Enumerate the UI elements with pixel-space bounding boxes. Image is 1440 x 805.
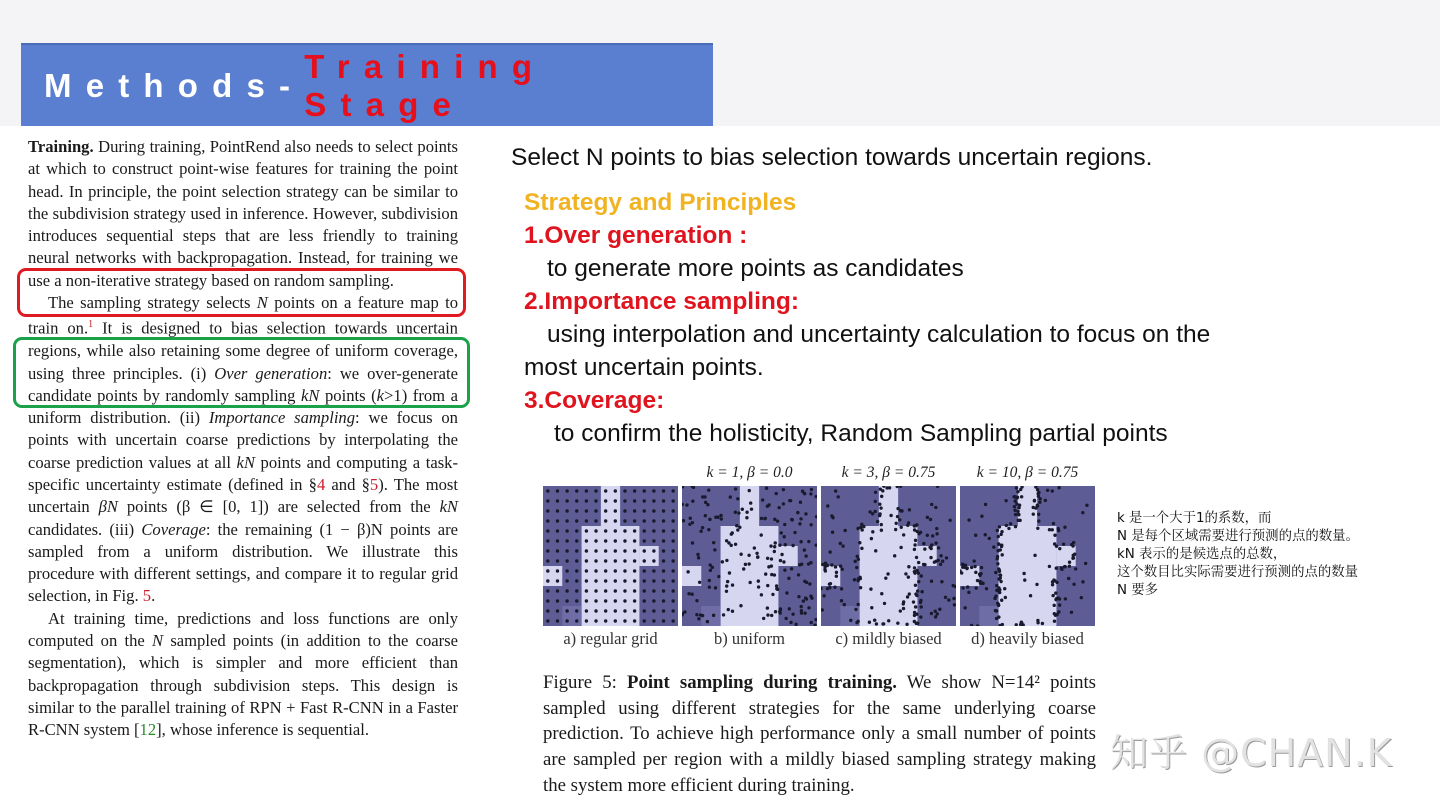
paper-paragraph-3: At training time, predictions and loss functions are only computed on the N sampled points (in addition to the coarse segmentation), which is simpler and more efficient than backpropagation through subdivision steps. This design is similar to the parallel training of RPN + Fast R-CNN in a Faster R-CNN system [12], whose inference is sequential. bbox=[28, 608, 458, 740]
principles-heading: Strategy and Principles bbox=[524, 189, 797, 216]
principle-1-desc: to generate more points as candidates bbox=[547, 255, 964, 282]
figure-5 bbox=[543, 462, 1096, 649]
slide-title bbox=[21, 43, 713, 126]
principle-3-desc: to confirm the holisticity, Random Sampling partial points bbox=[554, 420, 1168, 447]
footnote-ref[interactable]: 1 bbox=[88, 319, 94, 331]
figure-caption: Figure 5: Point sampling during training. We show N=14² points sampled using different strategies for the same underlying coarse prediction. To achieve high performance only a small number of points are sampled per region with a mildly biased sampling strategy making the system more efficient during training. bbox=[543, 672, 1096, 796]
principles-list bbox=[524, 186, 1210, 450]
panel-regular-grid bbox=[543, 486, 678, 626]
section-ref-5[interactable]: 5 bbox=[369, 474, 379, 494]
panel-mildly-biased bbox=[821, 486, 956, 626]
label-a: a) regular grid bbox=[563, 629, 658, 648]
paper-excerpt bbox=[28, 136, 458, 742]
highlight-box-green bbox=[13, 337, 470, 408]
section-ref-4[interactable]: 4 bbox=[316, 474, 326, 494]
figure-params bbox=[543, 462, 1096, 486]
figure-ref-5[interactable]: 5 bbox=[142, 586, 152, 606]
watermark: 知乎 @CHAN.K bbox=[1110, 731, 1393, 775]
title-methods: Methods- bbox=[44, 66, 305, 104]
param-mild: k = 3, β = 0.75 bbox=[841, 464, 936, 481]
figure-panels bbox=[543, 486, 1096, 626]
principle-2-desc-cont: most uncertain points. bbox=[524, 354, 764, 381]
label-c: c) mildly biased bbox=[835, 629, 942, 648]
highlight-box-red bbox=[17, 268, 466, 317]
figure-labels bbox=[543, 629, 1096, 649]
paper-paragraph-1: Training. During training, PointRend also needs to select points at which to construct point-wise features for training the point head. In principle, the point selection strategy can be similar to the subdivision strategy used in inference. However, subdivision introduces sequential steps that are less friendly to training neural networks with backpropagation. Instead, for training we use a non-iterative strategy based on random sampling. bbox=[28, 137, 458, 290]
paper-paragraph-2: The sampling strategy selects N points on a feature map to train on.$^1$ It is designed to bias selection towards uncertain regions, while also retaining some degree of uniform coverage, using three principles. (i) Over generation: we over-generate candidate points by randomly sampling kN points (k>1) from a uniform distribution. (ii) Importance sampling: we focus on points with uncertain coarse predictions by interpolating the coarse prediction values at all kN points and computing a task-specific uncertainty estimate (defined in §4 and §5). The most uncertain βN points (β ∈ [0, 1]) are selected from the kN candidates. (iii) Coverage: the remaining (1 − β)N points are sampled from a uniform distribution. We illustrate this procedure with different settings, and compare it to regular grid selection, in Fig. 5. bbox=[28, 293, 459, 606]
citation-ref-12[interactable]: 12 bbox=[139, 720, 157, 740]
label-d: d) heavily biased bbox=[971, 629, 1084, 648]
panel-heavily-biased bbox=[960, 486, 1095, 626]
param-uniform: k = 1, β = 0.0 bbox=[706, 464, 793, 481]
label-b: b) uniform bbox=[713, 629, 786, 648]
title-training-stage: Training Stage bbox=[304, 47, 547, 123]
principle-2-title: 2.Importance sampling: bbox=[524, 288, 800, 315]
param-heavy: k = 10, β = 0.75 bbox=[976, 464, 1079, 481]
chinese-annotation: k 是一个大于1的系数，而 N 是每个区域需要进行预测的点的数量。 kN 表示的是候选点的总数， 这个数目比实际需要进行预测的点的数量 N 要多 bbox=[1117, 511, 1359, 598]
principle-3-title: 3.Coverage: bbox=[524, 387, 665, 414]
panel-uniform bbox=[682, 486, 817, 626]
principle-2-desc: using interpolation and uncertainty calculation to focus on the bbox=[547, 321, 1211, 348]
principle-1-title: 1.Over generation : bbox=[524, 222, 748, 249]
lead-statement: Select N points to bias selection towards uncertain regions. bbox=[511, 144, 1153, 171]
